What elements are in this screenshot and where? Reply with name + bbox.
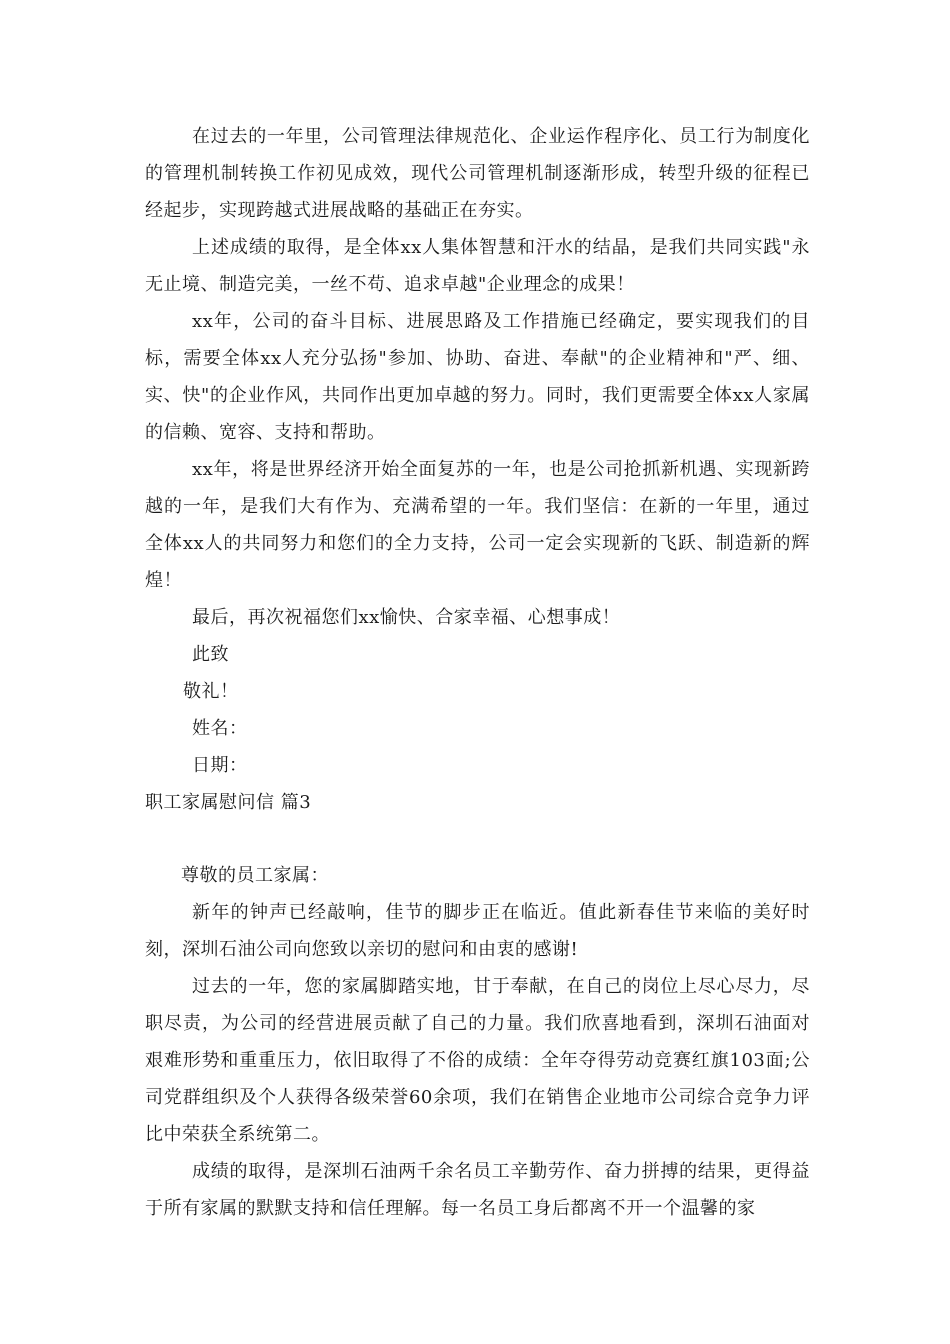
paragraph: 过去的一年，您的家属脚踏实地，甘于奉献，在自己的岗位上尽心尽力，尽职尽责，为公司的经营进展贡献了自己的力量。我们欣喜地看到，深圳石油面对艰难形势和重重压力，依旧取得了不俗的成绩：全年夺得劳动竞赛红旗103面;公司党群组织及个人获得各级荣誉60余项，我们在销售企业地市公司综合竞争力评比中荣获全系统第二。 [145, 976, 810, 1145]
signature-date: 日期： [192, 755, 248, 776]
paragraph: xx年，将是世界经济开始全面复苏的一年，也是公司抢抓新机遇、实现新跨越的一年，是我们大有作为、充满希望的一年。我们坚信：在新的一年里，通过全体xx人的共同努力和您们的全力支持，公司一定会实现新的飞跃、制造新的辉煌！ [145, 459, 810, 591]
paragraph: 成绩的取得，是深圳石油两千余名员工辛勤劳作、奋力拼搏的结果，更得益于所有家属的默默支持和信任理解。每一名员工身后都离不开一个温馨的家 [145, 1161, 810, 1219]
paragraph: 最后，再次祝福您们xx愉快、合家幸福、心想事成！ [192, 607, 621, 628]
closing-jingli: 敬礼！ [183, 681, 239, 702]
document-page [145, 118, 810, 1227]
signature-name: 姓名： [192, 718, 248, 739]
paragraph: 新年的钟声已经敲响，佳节的脚步正在临近。值此新春佳节来临的美好时刻，深圳石油公司向您致以亲切的慰问和由衷的感谢! [145, 902, 810, 960]
paragraph: 在过去的一年里，公司管理法律规范化、企业运作程序化、员工行为制度化的管理机制转换工作初见成效，现代公司管理机制逐渐形成，转型升级的征程已经起步，实现跨越式进展战略的基础正在夯实。 [145, 126, 810, 221]
closing-cizhi: 此致 [192, 644, 229, 665]
section-title: 职工家属慰问信 篇3 [145, 792, 312, 813]
salutation: 尊敬的员工家属： [181, 865, 329, 886]
paragraph: 上述成绩的取得，是全体xx人集体智慧和汗水的结晶，是我们共同实践"永无止境、制造完美，一丝不苟、追求卓越"企业理念的成果！ [145, 237, 810, 295]
paragraph: xx年，公司的奋斗目标、进展思路及工作措施已经确定，要实现我们的目标，需要全体xx人充分弘扬"参加、协助、奋进、奉献"的企业精神和"严、细、实、快"的企业作风，共同作出更加卓越的努力。同时，我们更需要全体xx人家属的信赖、宽容、支持和帮助。 [145, 311, 810, 443]
